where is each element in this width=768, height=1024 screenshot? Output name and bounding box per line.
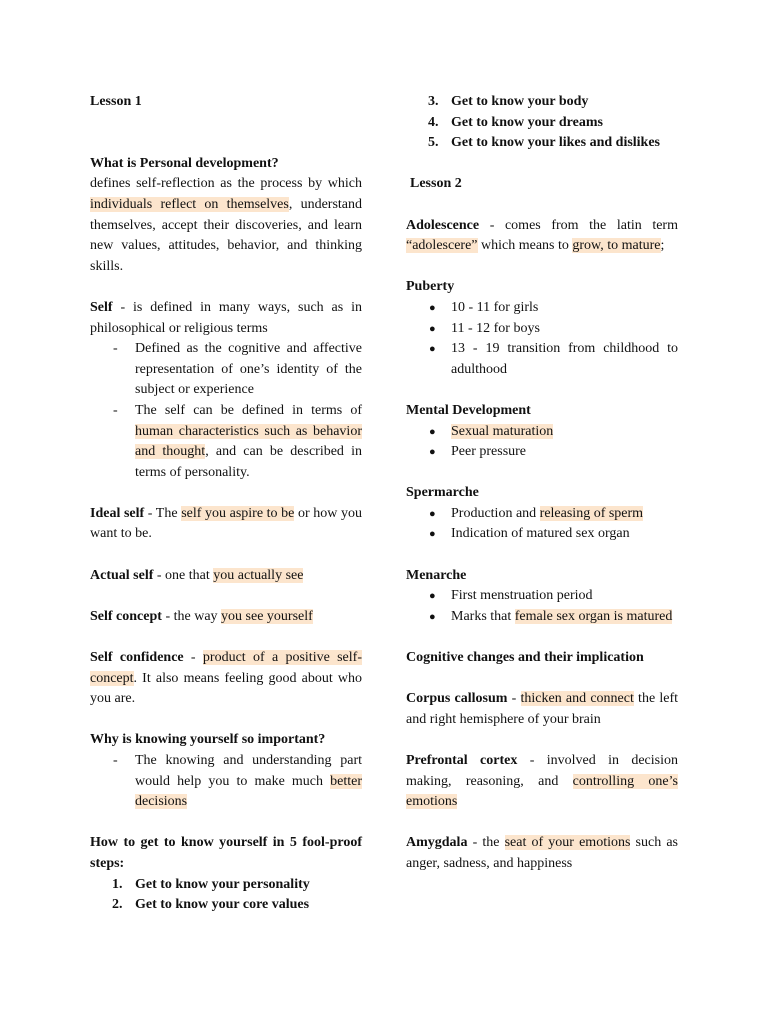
highlight: female sex organ is matured	[514, 608, 673, 624]
personal-development-heading: What is Personal development?	[90, 155, 279, 171]
mental-development-list	[406, 422, 678, 463]
list-item: - The knowing and understanding part would help you to make much better decisions	[90, 751, 362, 813]
highlight: product of a positive self-concept	[90, 650, 362, 686]
self-definition: Self - is defined in many ways, such as in philosophical or religious terms	[90, 299, 362, 336]
right-column	[406, 92, 678, 875]
highlight: seat of your emotions	[504, 835, 631, 851]
actual-self-definition: Actual self - one that you actually see	[90, 567, 304, 583]
amygdala-definition: Amygdala - the seat of your emotions such as anger, sadness, and happiness	[406, 835, 679, 871]
highlight: you actually see	[213, 567, 304, 583]
puberty-list	[406, 298, 678, 380]
list-item: 3. Get to know your body	[428, 94, 589, 109]
left-column	[90, 92, 362, 916]
mental-development-heading: Mental Development	[406, 402, 531, 418]
list-item: 2. Get to know your core values	[112, 897, 310, 913]
spermarche-heading: Spermarche	[406, 485, 479, 501]
steps-list-right	[406, 92, 678, 154]
self-concept-definition: Self concept - the way you see yourself	[90, 608, 313, 624]
ideal-self-definition: Ideal self - The self you aspire to be or how you want to be.	[90, 505, 362, 542]
list-item: - The self can be defined in terms of human characteristics such as behavior and thought, and can be described in terms of personality.	[90, 401, 362, 483]
spermarche-list	[406, 504, 678, 545]
adolescence-definition: Adolescence - comes from the latin term “adolescere” which means to grow, to mature;	[406, 217, 678, 254]
corpus-callosum-definition: Corpus callosum - thicken and connect the left and right hemisphere of your brain	[406, 691, 679, 727]
menarche-list	[406, 586, 678, 627]
self-confidence-definition: Self confidence - product of a positive self-concept. It also means feeling good about who you are.	[90, 650, 362, 707]
highlight: thicken and connect	[520, 691, 634, 707]
list-item: ● 13 - 19 transition from childhood to adulthood	[406, 339, 678, 380]
list-item: 1. Get to know your personality	[112, 876, 310, 892]
lesson-2-heading: Lesson 2	[410, 176, 462, 192]
highlight: Sexual maturation	[451, 423, 554, 439]
highlight: better decisions	[135, 773, 362, 810]
list-item: ● 11 - 12 for boys	[406, 319, 678, 340]
highlight: releasing of sperm	[539, 505, 644, 521]
list-item: ● First menstruation period	[406, 586, 678, 607]
self-list	[90, 339, 362, 483]
how-heading: How to get to know yourself in 5 fool-proof steps:	[90, 835, 362, 871]
highlight: you see yourself	[221, 608, 313, 624]
menarche-heading: Menarche	[406, 567, 467, 583]
why-heading: Why is knowing yourself so important?	[90, 732, 326, 748]
prefrontal-cortex-definition: Prefrontal cortex - involved in decision making, reasoning, and controlling one’s emotions	[406, 753, 678, 810]
list-item: ● Indication of matured sex organ	[406, 524, 678, 545]
list-item: ● Marks that female sex organ is matured	[406, 607, 678, 628]
highlight: individuals reflect on themselves	[90, 196, 289, 212]
list-item: ● Production and releasing of sperm	[406, 504, 678, 525]
list-item: 4. Get to know your dreams	[428, 114, 603, 130]
highlight: controlling one’s emotions	[406, 773, 678, 810]
lesson-1-heading: Lesson 1	[90, 94, 142, 109]
personal-development-definition: defines self-reflection as the process by which individuals reflect on themselves, understand themselves, accept their discoveries, and learn new values, attitudes, behavior, and thinking skills.	[90, 176, 362, 274]
highlight: self you aspire to be	[181, 505, 295, 521]
list-item: ● 10 - 11 for girls	[406, 298, 678, 319]
highlight: “adolescere”	[406, 238, 478, 254]
steps-list-left	[90, 875, 362, 916]
puberty-heading: Puberty	[406, 279, 455, 295]
list-item	[406, 422, 678, 443]
cognitive-heading: Cognitive changes and their implication	[406, 650, 644, 666]
list-item: - Defined as the cognitive and affective representation of one’s identity of the subject or experience	[90, 339, 362, 401]
list-item: ● Peer pressure	[406, 442, 678, 463]
why-list	[90, 751, 362, 813]
highlight: grow, to mature	[572, 238, 661, 254]
list-item: 5. Get to know your likes and dislikes	[428, 135, 661, 151]
highlight: human characteristics such as behavior and thought	[135, 423, 362, 460]
